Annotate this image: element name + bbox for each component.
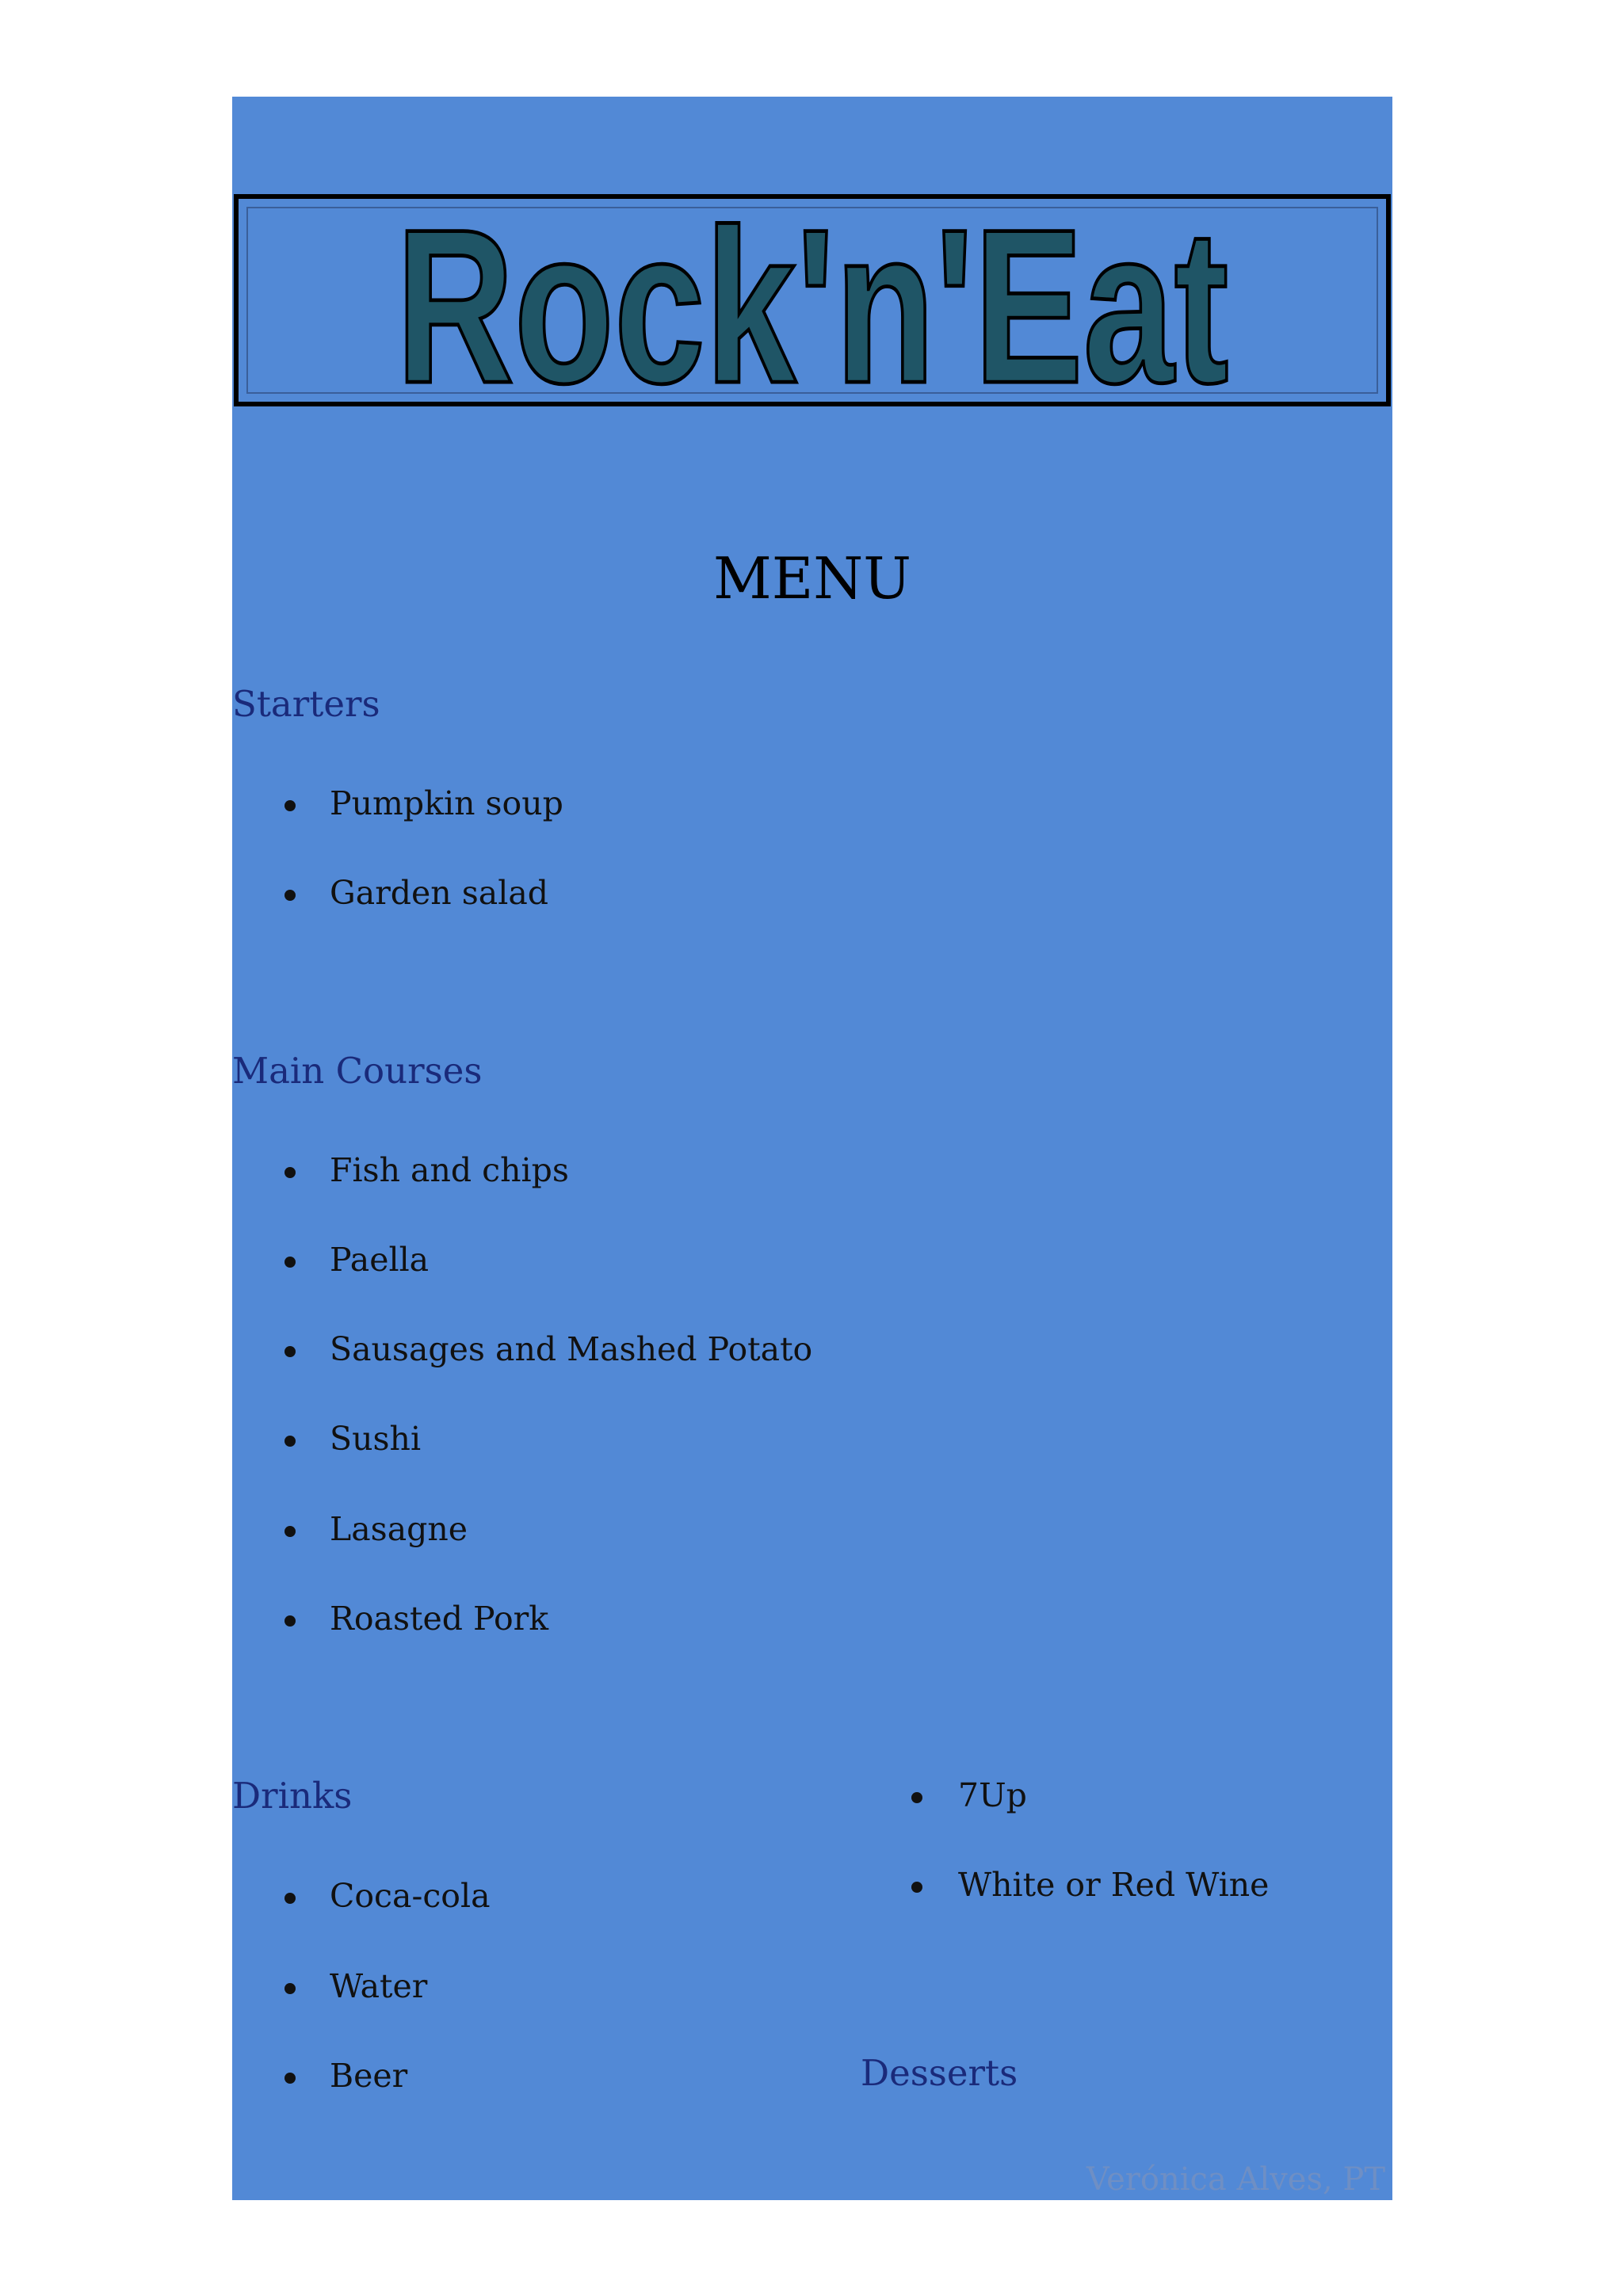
bullet-icon xyxy=(285,1615,296,1627)
menu-item: Water xyxy=(330,1967,428,2005)
menu-item: Lasagne xyxy=(330,1510,468,1548)
menu-item: Pumpkin soup xyxy=(330,784,563,822)
menu-item: Roasted Pork xyxy=(330,1600,549,1638)
menu-item: Paella xyxy=(330,1241,430,1279)
bullet-icon xyxy=(285,1526,296,1537)
section-title-main-courses: Main Courses xyxy=(232,1050,483,1092)
bullet-icon xyxy=(911,1792,922,1803)
menu-item: Beer xyxy=(330,2057,408,2095)
bullet-icon xyxy=(285,2073,296,2084)
bullet-icon xyxy=(285,1167,296,1178)
menu-item: Garden salad xyxy=(330,874,549,912)
title-banner xyxy=(234,183,1391,429)
menu-item: Fish and chips xyxy=(330,1151,569,1189)
menu-item: Sausages and Mashed Potato xyxy=(330,1330,813,1368)
section-title-desserts: Desserts xyxy=(861,2052,1018,2094)
bullet-icon xyxy=(285,1893,296,1904)
bullet-icon xyxy=(285,890,296,901)
menu-item: White or Red Wine xyxy=(958,1866,1270,1904)
bullet-icon xyxy=(285,1983,296,1994)
section-title-drinks: Drinks xyxy=(232,1775,353,1817)
menu-item: Coca-cola xyxy=(330,1877,491,1915)
bullet-icon xyxy=(911,1882,922,1893)
bullet-icon xyxy=(285,1436,296,1447)
bullet-icon xyxy=(285,1346,296,1357)
menu-item: Sushi xyxy=(330,1420,422,1458)
menu-heading: MENU xyxy=(713,545,911,612)
bullet-icon xyxy=(285,1257,296,1268)
restaurant-title: Rock'n'Eat xyxy=(395,183,1229,429)
menu-item: 7Up xyxy=(958,1776,1027,1814)
bullet-icon xyxy=(285,800,296,811)
title-logo xyxy=(239,183,1386,429)
author-watermark: Verónica Alves, PT xyxy=(1086,2161,1385,2198)
section-title-starters: Starters xyxy=(232,683,380,725)
